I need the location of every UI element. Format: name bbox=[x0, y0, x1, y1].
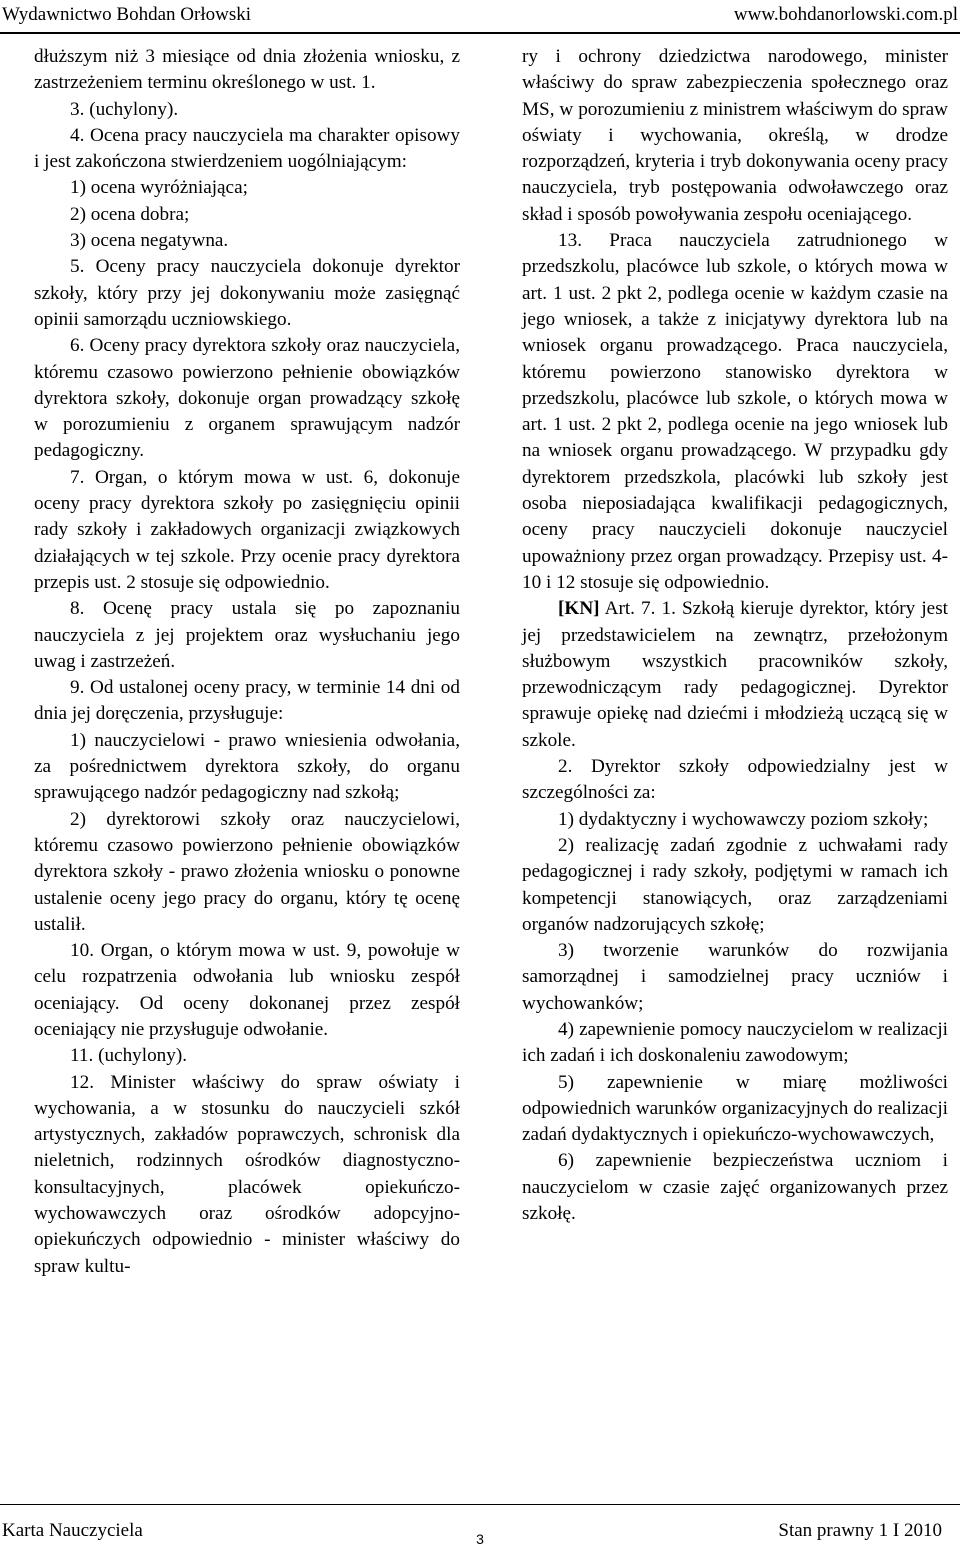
paragraph: 12. Minister właściwy do spraw oświaty i wychowania, a w stosunku do nauczycieli szkół artystycznych, zakładów poprawczych, schronisk dla nieletnich, rodzinnych ośrodków diagnostyczno-konsultacyjnych, placówek opiekuńczo-wychowawczych oraz ośrodków adopcyjno-opiekuńczych odpowiednio - minister właściwy do spraw kultu- bbox=[34, 1071, 460, 1277]
list-item: 6) zapewnienie bezpieczeństwa uczniom i nauczycielom w czasie zajęć organizowanych przez szkołę. bbox=[522, 1150, 948, 1225]
right-column bbox=[522, 44, 948, 1227]
paragraph: 2. Dyrektor szkoły odpowiedzialny jest w szczególności za: bbox=[522, 756, 948, 804]
list-item: 3) tworzenie warunków do rozwijania samorządnej i samodzielnej pracy uczniów i wychowanków; bbox=[522, 940, 948, 1014]
list-item: 4) zapewnienie pomocy nauczycielom w realizacji ich zadań i ich doskonaleniu zawodowym; bbox=[522, 1018, 948, 1067]
publisher-website: www.bohdanorlowski.com.pl bbox=[733, 4, 958, 25]
legal-status: Stan prawny 1 I 2010 bbox=[778, 1520, 942, 1541]
document-title: Karta Nauczyciela bbox=[2, 1520, 143, 1541]
page-header bbox=[0, 0, 960, 34]
paragraph: 11. (uchylony). bbox=[70, 1045, 188, 1067]
list-item: 2) ocena dobra; bbox=[70, 203, 190, 225]
paragraph: 13. Praca nauczyciela zatrudnionego w przedszkolu, placówce lub szkole, o których mowa w art. 1 ust. 2 pkt 2, podlega ocenie w każdym czasie na jego wniosek, a także z inicjatywy dyrektora lub na wniosek organu prowadzącego. Praca nauczyciela, któremu powierzono stanowisko dyrektora w przedszkolu, placówce lub szkole, o których mowa w art. 1 ust. 2 pkt 2, podlega ocenie na jego wniosek lub na wniosek organu prowadzącego. W przypadku gdy dyrektorem przedszkola, placówki lub szkoły jest osoba nieposiadająca kwalifikacji pedagogicznych, oceny pracy nauczycieli dokonuje nauczyciel upoważniony przez organ prowadzący. Przepisy ust. 4-10 i 12 stosuje się odpowiednio. bbox=[522, 230, 948, 593]
page-footer bbox=[0, 1510, 960, 1546]
list-item: 5) zapewnienie w miarę możliwości odpowiednich warunków organizacyjnych do realizacji zadań dydaktycznych i opiekuńczo-wychowawczych, bbox=[522, 1071, 948, 1146]
list-item: 2) realizację zadań zgodnie z uchwałami rady pedagogicznej i rady szkoły, podjętymi w ramach ich kompetencji stanowiących, oraz zarządzeniami organów nadzorujących szkołę; bbox=[522, 834, 948, 935]
paragraph: 5. Oceny pracy nauczyciela dokonuje dyrektor szkoły, który przy jej dokonywaniu może zasięgnąć opinii samorządu uczniowskiego. bbox=[34, 256, 460, 330]
list-item: 1) nauczycielowi - prawo wniesienia odwołania, za pośrednictwem dyrektora szkoły, do organu sprawującego nadzór pedagogiczny nad szkołą; bbox=[34, 729, 460, 804]
paragraph: 3. (uchylony). bbox=[70, 98, 179, 120]
paragraph: 6. Oceny pracy dyrektora szkoły oraz nauczyciela, któremu czasowo powierzono pełnienie obowiązków dyrektora szkoły, dokonuje organ prowadzący szkołę w porozumieniu z organem sprawującym nadzór pedagogiczny. bbox=[34, 335, 460, 462]
paragraph: 7. Organ, o którym mowa w ust. 6, dokonuje oceny pracy dyrektora szkoły po zasięgnięciu opinii rady szkoły i zakładowych organizacji związkowych działających w tej szkole. Przy ocenie pracy dyrektora przepis ust. 2 stosuje się odpowiednio. bbox=[34, 466, 460, 593]
article-text: Art. 7. 1. Szkołą kieruje dyrektor, który jest jej przedstawicielem na zewnątrz, przełożonym służbowym wszystkich pracowników szkoły, przewodniczącym rady pedagogicznej. Dyrektor sprawuje opiekę nad dziećmi i młodzieżą uczącą się w szkole. bbox=[522, 598, 948, 751]
paragraph: 9. Od ustalonej oceny pracy, w terminie 14 dni od dnia jej doręczenia, przysługuje: bbox=[34, 677, 460, 725]
paragraph: 10. Organ, o którym mowa w ust. 9, powołuje w celu rozpatrzenia odwołania lub wniosku zespół oceniający. Od oceny dokonanej przez zespół oceniający nie przysługuje odwołanie. bbox=[34, 940, 460, 1040]
publisher-name: Wydawnictwo Bohdan Orłowski bbox=[2, 4, 251, 25]
list-item: 3) ocena negatywna. bbox=[70, 230, 229, 252]
left-column bbox=[34, 44, 460, 1280]
paragraph: dłuższym niż 3 miesiące od dnia złożenia wniosku, z zastrzeżeniem terminu określonego w ust. 1. bbox=[34, 46, 460, 94]
footer-divider bbox=[0, 1504, 960, 1505]
list-item: 2) dyrektorowi szkoły oraz nauczycielowi, któremu czasowo powierzono pełnienie obowiązków dyrektora szkoły - prawo złożenia wniosku o ponowne ustalenie oceny jego pracy do organu, który tę ocenę ustalił. bbox=[34, 808, 460, 935]
paragraph: ry i ochrony dziedzictwa narodowego, minister właściwy do spraw zabezpieczenia społecznego oraz MS, w porozumieniu z ministrem właściwym do spraw oświaty i wychowania, określą, w drodze rozporządzeń, kryteria i tryb dokonywania oceny pracy nauczyciela, tryb postępowania odwoławczego oraz skład i sposób powoływania zespołu oceniającego. bbox=[522, 46, 948, 225]
page-number: 3 bbox=[476, 1531, 484, 1547]
kn-marker: [KN] bbox=[558, 598, 600, 620]
paragraph: 4. Ocena pracy nauczyciela ma charakter opisowy i jest zakończona stwierdzeniem uogólniającym: bbox=[34, 124, 460, 173]
list-item: 1) dydaktyczny i wychowawczy poziom szkoły; bbox=[558, 808, 929, 830]
article-paragraph bbox=[522, 596, 948, 754]
paragraph: 8. Ocenę pracy ustala się po zapoznaniu nauczyciela z jej projektem oraz wysłuchaniu jego uwag i zastrzeżeń. bbox=[34, 598, 460, 672]
list-item: 1) ocena wyróżniająca; bbox=[70, 177, 248, 199]
